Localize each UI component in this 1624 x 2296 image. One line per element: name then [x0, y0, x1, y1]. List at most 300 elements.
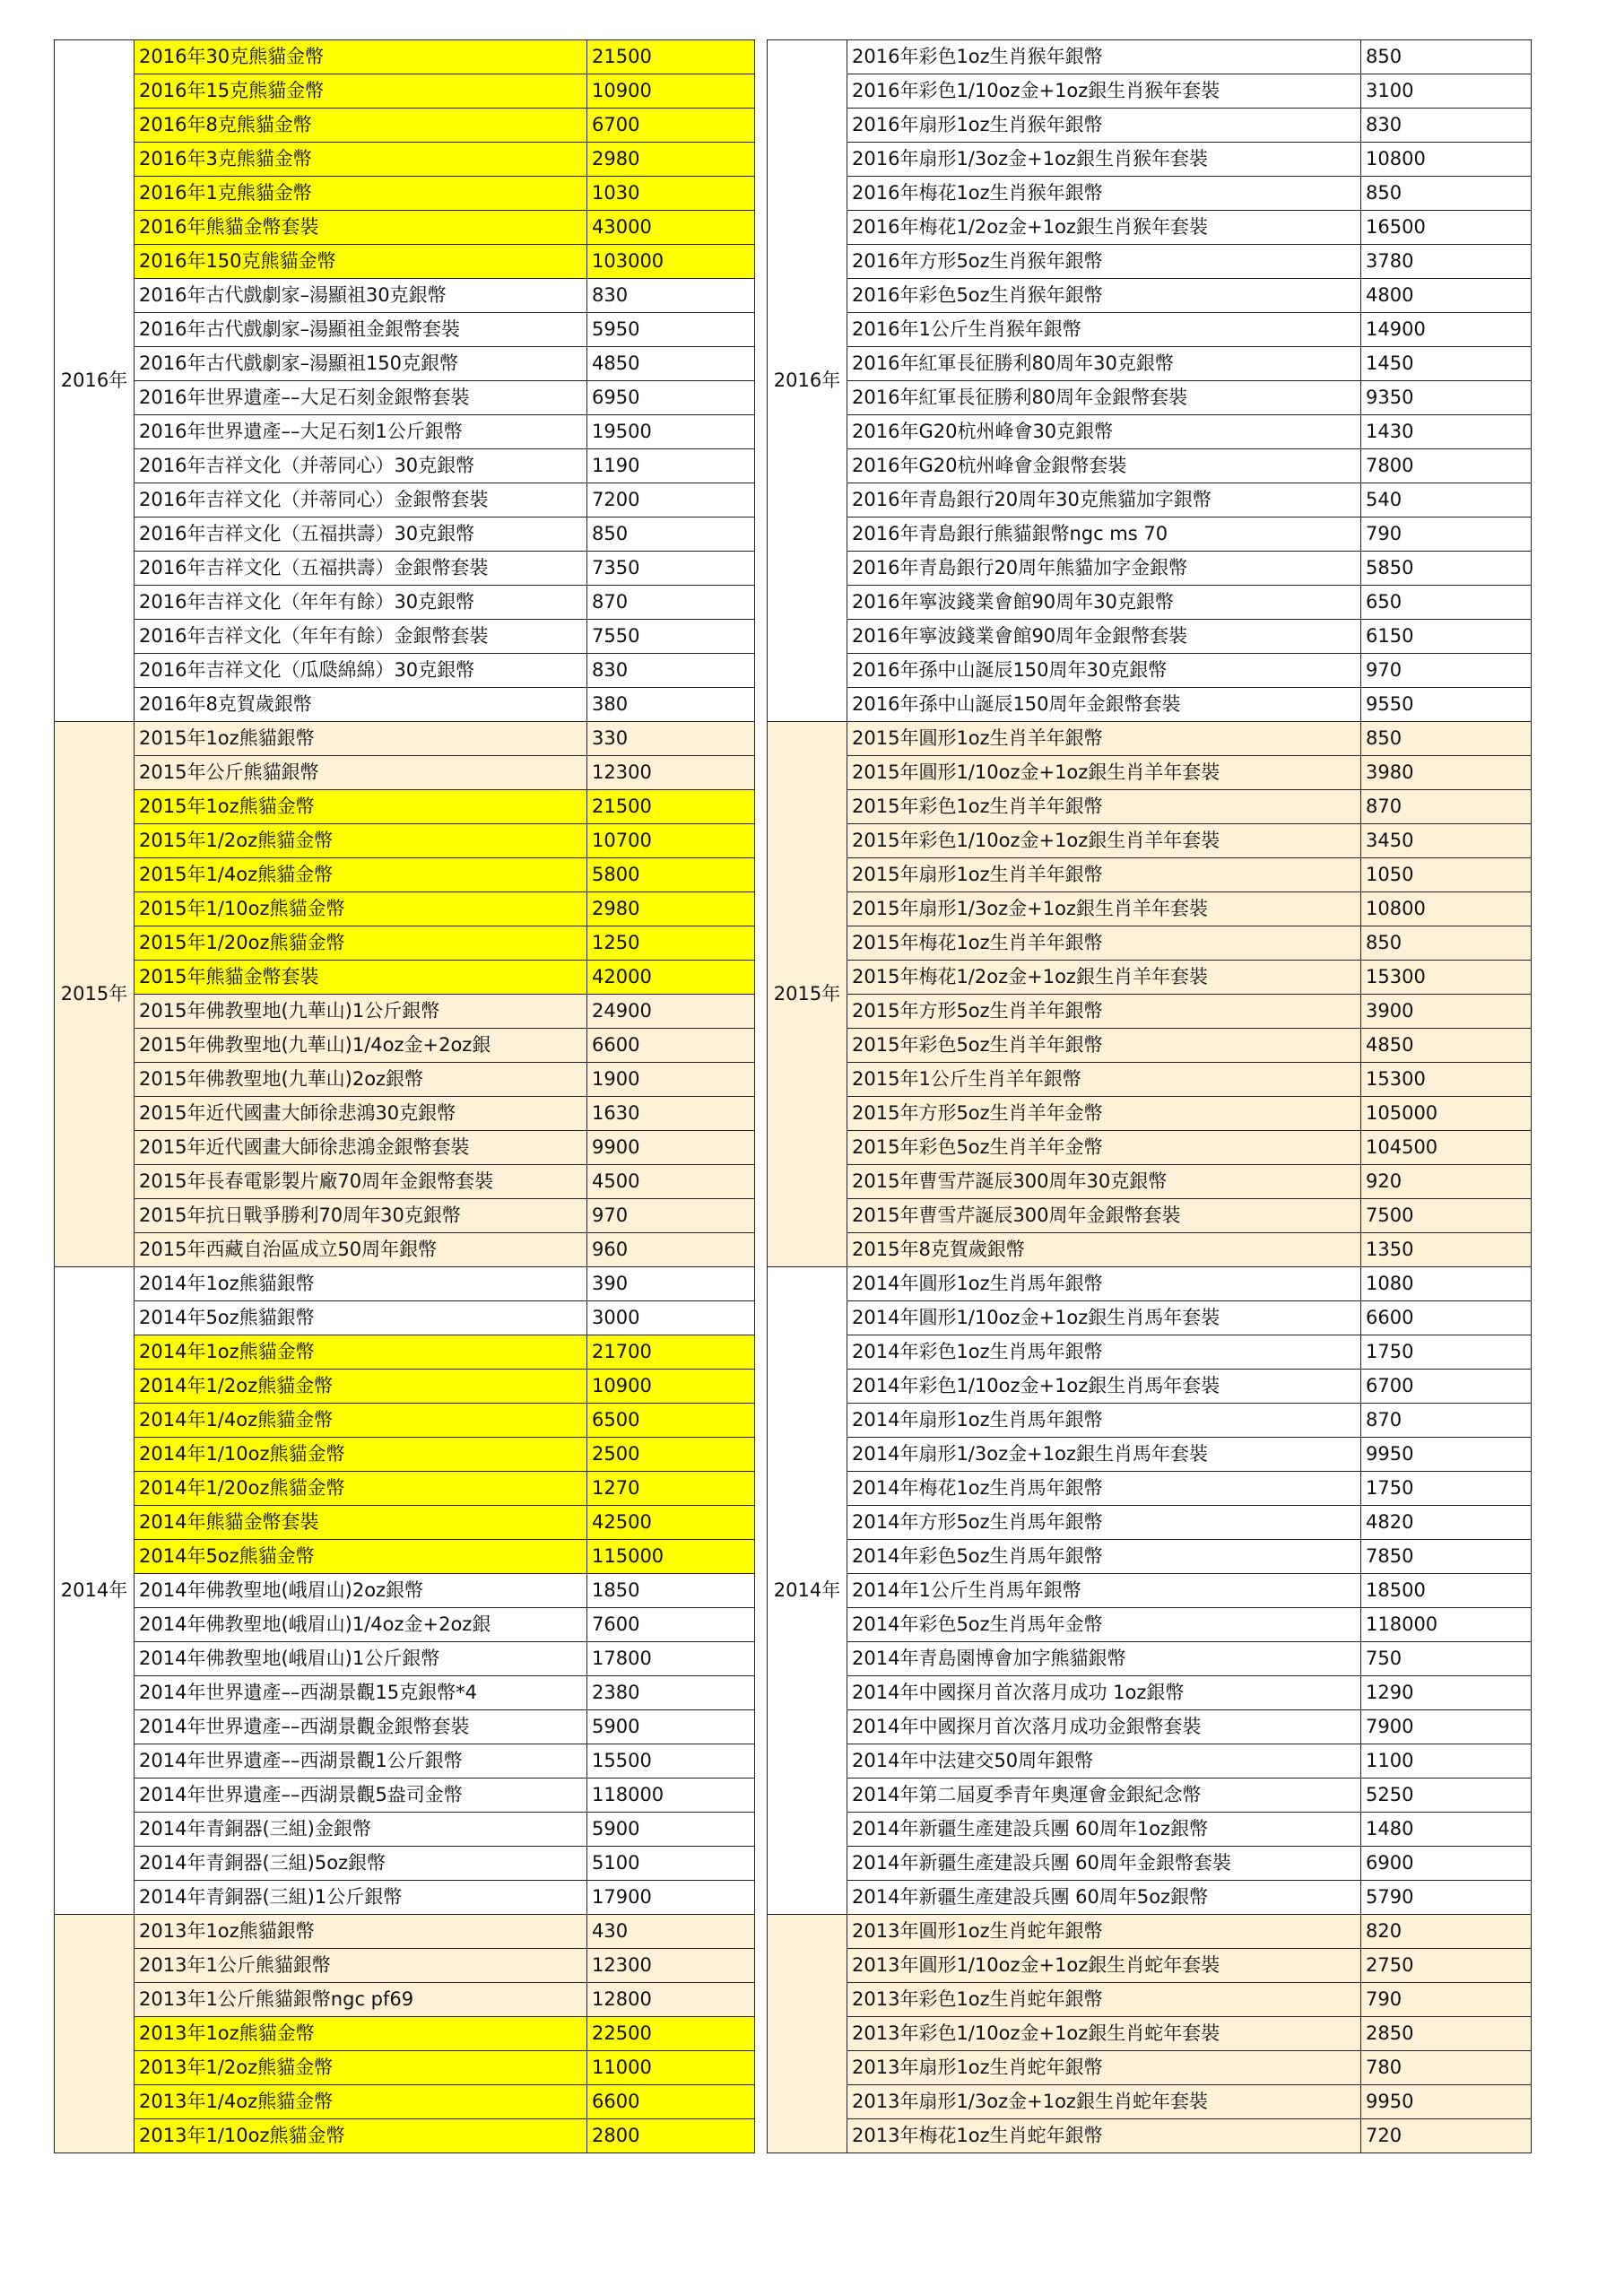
- coin-name-cell: 2016年吉祥文化（瓜瓞綿綿）30克銀幣: [135, 654, 587, 688]
- price-cell: 820: [1361, 1915, 1532, 1949]
- coin-name-cell: 2016年青島銀行20周年熊貓加字金銀幣: [847, 552, 1361, 586]
- year-cell: 2016年: [55, 40, 135, 722]
- table-row: [768, 1404, 1532, 1438]
- right-table: [767, 39, 1532, 2153]
- price-cell: 22500: [587, 2017, 755, 2051]
- table-row: [768, 313, 1532, 347]
- table-row: [768, 211, 1532, 245]
- price-cell: 3780: [1361, 245, 1532, 279]
- table-row: [55, 1404, 755, 1438]
- table-row: [55, 1813, 755, 1847]
- price-cell: 9350: [1361, 381, 1532, 415]
- price-cell: 12300: [587, 1949, 755, 1983]
- table-row: [55, 1744, 755, 1779]
- table-row: [55, 1438, 755, 1472]
- year-cell: 2016年: [768, 40, 847, 722]
- table-row: [55, 995, 755, 1029]
- price-cell: 850: [587, 517, 755, 552]
- price-cell: 1480: [1361, 1813, 1532, 1847]
- coin-name-cell: 2015年方形5oz生肖羊年金幣: [847, 1097, 1361, 1131]
- table-row: [55, 245, 755, 279]
- price-cell: 5790: [1361, 1881, 1532, 1915]
- coin-name-cell: 2013年梅花1oz生肖蛇年銀幣: [847, 2119, 1361, 2153]
- table-row: [768, 381, 1532, 415]
- coin-name-cell: 2014年1/10oz熊貓金幣: [135, 1438, 587, 1472]
- coin-name-cell: 2015年1oz熊貓銀幣: [135, 722, 587, 756]
- right-price-table: [767, 39, 1532, 2153]
- coin-name-cell: 2015年8克賀歲銀幣: [847, 1233, 1361, 1267]
- table-row: [768, 1370, 1532, 1404]
- coin-name-cell: 2016年方形5oz生肖猴年銀幣: [847, 245, 1361, 279]
- price-cell: 15300: [1361, 1063, 1532, 1097]
- table-row: [55, 1267, 755, 1301]
- table-row: [768, 74, 1532, 109]
- coin-name-cell: 2016年彩色5oz生肖猴年銀幣: [847, 279, 1361, 313]
- table-row: [55, 1370, 755, 1404]
- table-row: [55, 1063, 755, 1097]
- coin-name-cell: 2014年5oz熊貓金幣: [135, 1540, 587, 1574]
- price-cell: 19500: [587, 415, 755, 449]
- table-row: [55, 1233, 755, 1267]
- table-row: [768, 1301, 1532, 1335]
- table-row: [768, 1540, 1532, 1574]
- coin-name-cell: 2014年青銅器(三組)金銀幣: [135, 1813, 587, 1847]
- price-cell: 9900: [587, 1131, 755, 1165]
- table-row: [768, 961, 1532, 995]
- price-cell: 7900: [1361, 1710, 1532, 1744]
- table-row: [768, 1983, 1532, 2017]
- price-cell: 11000: [587, 2051, 755, 2085]
- table-row: [768, 552, 1532, 586]
- coin-name-cell: 2016年1公斤生肖猴年銀幣: [847, 313, 1361, 347]
- coin-name-cell: 2015年1公斤生肖羊年銀幣: [847, 1063, 1361, 1097]
- table-row: [55, 586, 755, 620]
- year-cell: 2014年: [768, 1267, 847, 1915]
- coin-name-cell: 2016年紅軍長征勝利80周年金銀幣套裝: [847, 381, 1361, 415]
- coin-name-cell: 2014年中法建交50周年銀幣: [847, 1744, 1361, 1779]
- table-row: [55, 2017, 755, 2051]
- coin-name-cell: 2013年彩色1/10oz金+1oz銀生肖蛇年套裝: [847, 2017, 1361, 2051]
- coin-name-cell: 2013年圓形1/10oz金+1oz銀生肖蛇年套裝: [847, 1949, 1361, 1983]
- price-cell: 2500: [587, 1438, 755, 1472]
- price-cell: 43000: [587, 211, 755, 245]
- price-cell: 1630: [587, 1097, 755, 1131]
- price-cell: 870: [587, 586, 755, 620]
- table-row: [55, 40, 755, 74]
- price-cell: 1030: [587, 177, 755, 211]
- coin-name-cell: 2014年青島園博會加字熊貓銀幣: [847, 1642, 1361, 1676]
- coin-name-cell: 2015年公斤熊貓銀幣: [135, 756, 587, 790]
- table-row: [55, 143, 755, 177]
- coin-name-cell: 2014年圓形1/10oz金+1oz銀生肖馬年套裝: [847, 1301, 1361, 1335]
- table-row: [55, 961, 755, 995]
- coin-name-cell: 2016年8克熊貓金幣: [135, 109, 587, 143]
- price-cell: 3000: [587, 1301, 755, 1335]
- coin-name-cell: 2016年30克熊貓金幣: [135, 40, 587, 74]
- coin-name-cell: 2015年1/10oz熊貓金幣: [135, 892, 587, 926]
- table-row: [55, 1949, 755, 1983]
- price-cell: 3100: [1361, 74, 1532, 109]
- price-cell: 430: [587, 1915, 755, 1949]
- price-cell: 1450: [1361, 347, 1532, 381]
- table-row: [768, 347, 1532, 381]
- coin-name-cell: 2014年新疆生產建設兵團 60周年5oz銀幣: [847, 1881, 1361, 1915]
- table-row: [55, 1506, 755, 1540]
- price-cell: 17800: [587, 1642, 755, 1676]
- coin-name-cell: 2016年世界遺產––大足石刻金銀幣套裝: [135, 381, 587, 415]
- coin-name-cell: 2014年5oz熊貓銀幣: [135, 1301, 587, 1335]
- table-row: [768, 40, 1532, 74]
- table-row: [55, 1540, 755, 1574]
- coin-name-cell: 2015年1/2oz熊貓金幣: [135, 824, 587, 858]
- table-row: [768, 1779, 1532, 1813]
- coin-name-cell: 2013年1/10oz熊貓金幣: [135, 2119, 587, 2153]
- table-row: [768, 1097, 1532, 1131]
- coin-name-cell: 2014年扇形1/3oz金+1oz銀生肖馬年套裝: [847, 1438, 1361, 1472]
- coin-name-cell: 2014年彩色1oz生肖馬年銀幣: [847, 1335, 1361, 1370]
- price-cell: 118000: [587, 1779, 755, 1813]
- price-cell: 1050: [1361, 858, 1532, 892]
- table-row: [55, 1608, 755, 1642]
- table-row: [768, 1744, 1532, 1779]
- coin-name-cell: 2016年15克熊貓金幣: [135, 74, 587, 109]
- coin-name-cell: 2014年圓形1oz生肖馬年銀幣: [847, 1267, 1361, 1301]
- price-cell: 9950: [1361, 1438, 1532, 1472]
- table-row: [55, 1131, 755, 1165]
- price-cell: 5850: [1361, 552, 1532, 586]
- table-row: [768, 1165, 1532, 1199]
- price-cell: 7500: [1361, 1199, 1532, 1233]
- coin-name-cell: 2014年1oz熊貓金幣: [135, 1335, 587, 1370]
- price-cell: 540: [1361, 483, 1532, 517]
- coin-name-cell: 2016年孫中山誕辰150周年金銀幣套裝: [847, 688, 1361, 722]
- table-row: [55, 279, 755, 313]
- price-cell: 4850: [587, 347, 755, 381]
- table-row: [768, 1131, 1532, 1165]
- table-row: [768, 722, 1532, 756]
- table-row: [768, 892, 1532, 926]
- table-row: [55, 1642, 755, 1676]
- year-cell: 2014年: [55, 1267, 135, 1915]
- price-cell: 14900: [1361, 313, 1532, 347]
- coin-name-cell: 2015年彩色5oz生肖羊年銀幣: [847, 1029, 1361, 1063]
- table-row: [768, 654, 1532, 688]
- coin-name-cell: 2013年1oz熊貓金幣: [135, 2017, 587, 2051]
- price-cell: 7800: [1361, 449, 1532, 483]
- coin-name-cell: 2015年佛教聖地(九華山)1公斤銀幣: [135, 995, 587, 1029]
- price-cell: 24900: [587, 995, 755, 1029]
- price-cell: 21700: [587, 1335, 755, 1370]
- price-cell: 6900: [1361, 1847, 1532, 1881]
- price-cell: 380: [587, 688, 755, 722]
- table-row: [768, 279, 1532, 313]
- coin-name-cell: 2015年近代國畫大師徐悲鴻30克銀幣: [135, 1097, 587, 1131]
- price-cell: 6700: [1361, 1370, 1532, 1404]
- table-row: [768, 1199, 1532, 1233]
- coin-name-cell: 2015年梅花1oz生肖羊年銀幣: [847, 926, 1361, 961]
- table-row: [55, 722, 755, 756]
- coin-name-cell: 2015年1oz熊貓金幣: [135, 790, 587, 824]
- table-row: [55, 74, 755, 109]
- price-cell: 1850: [587, 1574, 755, 1608]
- price-cell: 2980: [587, 892, 755, 926]
- coin-name-cell: 2016年孫中山誕辰150周年30克銀幣: [847, 654, 1361, 688]
- left-table: [54, 39, 755, 2153]
- coin-name-cell: 2014年世界遺產––西湖景觀1公斤銀幣: [135, 1744, 587, 1779]
- coin-name-cell: 2013年1/4oz熊貓金幣: [135, 2085, 587, 2119]
- price-cell: 2750: [1361, 1949, 1532, 1983]
- price-cell: 103000: [587, 245, 755, 279]
- price-cell: 9550: [1361, 688, 1532, 722]
- table-row: [55, 1472, 755, 1506]
- price-cell: 790: [1361, 517, 1532, 552]
- table-row: [768, 2119, 1532, 2153]
- table-row: [55, 552, 755, 586]
- coin-name-cell: 2015年梅花1/2oz金+1oz銀生肖羊年套裝: [847, 961, 1361, 995]
- price-cell: 1900: [587, 1063, 755, 1097]
- price-cell: 115000: [587, 1540, 755, 1574]
- coin-name-cell: 2015年熊貓金幣套裝: [135, 961, 587, 995]
- coin-name-cell: 2015年長春電影製片廠70周年金銀幣套裝: [135, 1165, 587, 1199]
- table-row: [768, 1608, 1532, 1642]
- price-cell: 970: [587, 1199, 755, 1233]
- table-row: [55, 1915, 755, 1949]
- price-cell: 5100: [587, 1847, 755, 1881]
- coin-name-cell: 2016年寧波錢業會館90周年金銀幣套裝: [847, 620, 1361, 654]
- coin-name-cell: 2015年佛教聖地(九華山)1/4oz金+2oz銀: [135, 1029, 587, 1063]
- table-row: [55, 1165, 755, 1199]
- coin-name-cell: 2014年新疆生產建設兵團 60周年金銀幣套裝: [847, 1847, 1361, 1881]
- table-row: [768, 1642, 1532, 1676]
- table-row: [768, 1063, 1532, 1097]
- coin-name-cell: 2014年彩色5oz生肖馬年銀幣: [847, 1540, 1361, 1574]
- price-cell: 10700: [587, 824, 755, 858]
- coin-name-cell: 2014年1/20oz熊貓金幣: [135, 1472, 587, 1506]
- price-cell: 1750: [1361, 1472, 1532, 1506]
- table-row: [55, 1881, 755, 1915]
- coin-name-cell: 2016年古代戲劇家–湯顯祖150克銀幣: [135, 347, 587, 381]
- table-row: [55, 926, 755, 961]
- table-row: [55, 1199, 755, 1233]
- coin-name-cell: 2015年扇形1/3oz金+1oz銀生肖羊年套裝: [847, 892, 1361, 926]
- year-cell: [55, 1915, 135, 2153]
- price-cell: 7350: [587, 552, 755, 586]
- price-cell: 2850: [1361, 2017, 1532, 2051]
- coin-name-cell: 2016年G20杭州峰會金銀幣套裝: [847, 449, 1361, 483]
- price-cell: 10800: [1361, 892, 1532, 926]
- table-row: [55, 1335, 755, 1370]
- table-row: [768, 109, 1532, 143]
- table-row: [55, 1676, 755, 1710]
- coin-name-cell: 2016年彩色1/10oz金+1oz銀生肖猴年套裝: [847, 74, 1361, 109]
- coin-name-cell: 2015年佛教聖地(九華山)2oz銀幣: [135, 1063, 587, 1097]
- price-cell: 6700: [587, 109, 755, 143]
- table-row: [55, 688, 755, 722]
- year-cell: [768, 1915, 847, 2153]
- coin-name-cell: 2013年1公斤熊貓銀幣: [135, 1949, 587, 1983]
- coin-name-cell: 2014年佛教聖地(峨眉山)1/4oz金+2oz銀: [135, 1608, 587, 1642]
- table-row: [55, 2119, 755, 2153]
- table-row: [55, 381, 755, 415]
- coin-name-cell: 2016年吉祥文化（年年有餘）30克銀幣: [135, 586, 587, 620]
- table-row: [768, 1676, 1532, 1710]
- coin-name-cell: 2014年熊貓金幣套裝: [135, 1506, 587, 1540]
- coin-name-cell: 2016年吉祥文化（并蒂同心）30克銀幣: [135, 449, 587, 483]
- table-row: [55, 313, 755, 347]
- table-row: [768, 415, 1532, 449]
- table-row: [768, 2017, 1532, 2051]
- price-cell: 830: [587, 654, 755, 688]
- table-row: [55, 2085, 755, 2119]
- table-row: [768, 858, 1532, 892]
- table-row: [768, 1881, 1532, 1915]
- table-row: [768, 1472, 1532, 1506]
- price-cell: 330: [587, 722, 755, 756]
- table-row: [55, 449, 755, 483]
- coin-name-cell: 2016年吉祥文化（年年有餘）金銀幣套裝: [135, 620, 587, 654]
- coin-name-cell: 2013年扇形1oz生肖蛇年銀幣: [847, 2051, 1361, 2085]
- table-row: [55, 756, 755, 790]
- price-cell: 850: [1361, 177, 1532, 211]
- coin-name-cell: 2015年抗日戰爭勝利70周年30克銀幣: [135, 1199, 587, 1233]
- coin-name-cell: 2014年梅花1oz生肖馬年銀幣: [847, 1472, 1361, 1506]
- price-cell: 7600: [587, 1608, 755, 1642]
- coin-name-cell: 2014年彩色1/10oz金+1oz銀生肖馬年套裝: [847, 1370, 1361, 1404]
- coin-name-cell: 2015年彩色1/10oz金+1oz銀生肖羊年套裝: [847, 824, 1361, 858]
- coin-name-cell: 2013年1oz熊貓銀幣: [135, 1915, 587, 1949]
- table-row: [768, 824, 1532, 858]
- price-cell: 1270: [587, 1472, 755, 1506]
- price-cell: 3980: [1361, 756, 1532, 790]
- table-row: [768, 1847, 1532, 1881]
- coin-name-cell: 2014年中國探月首次落月成功金銀幣套裝: [847, 1710, 1361, 1744]
- table-row: [768, 1915, 1532, 1949]
- year-cell: 2015年: [768, 722, 847, 1267]
- coin-name-cell: 2014年世界遺產––西湖景觀金銀幣套裝: [135, 1710, 587, 1744]
- price-cell: 6600: [587, 2085, 755, 2119]
- price-cell: 18500: [1361, 1574, 1532, 1608]
- price-cell: 42500: [587, 1506, 755, 1540]
- price-cell: 12300: [587, 756, 755, 790]
- coin-name-cell: 2014年1公斤生肖馬年銀幣: [847, 1574, 1361, 1608]
- coin-name-cell: 2016年紅軍長征勝利80周年30克銀幣: [847, 347, 1361, 381]
- price-cell: 5800: [587, 858, 755, 892]
- coin-name-cell: 2015年彩色1oz生肖羊年銀幣: [847, 790, 1361, 824]
- price-cell: 5950: [587, 313, 755, 347]
- price-cell: 5900: [587, 1710, 755, 1744]
- coin-name-cell: 2016年青島銀行20周年30克熊貓加字銀幣: [847, 483, 1361, 517]
- table-row: [55, 1029, 755, 1063]
- price-cell: 850: [1361, 40, 1532, 74]
- price-cell: 960: [587, 1233, 755, 1267]
- table-row: [55, 1097, 755, 1131]
- price-cell: 7850: [1361, 1540, 1532, 1574]
- price-cell: 3450: [1361, 824, 1532, 858]
- table-row: [55, 517, 755, 552]
- table-row: [768, 1813, 1532, 1847]
- coin-name-cell: 2016年梅花1oz生肖猴年銀幣: [847, 177, 1361, 211]
- price-cell: 650: [1361, 586, 1532, 620]
- price-cell: 21500: [587, 790, 755, 824]
- table-row: [55, 790, 755, 824]
- price-cell: 6600: [1361, 1301, 1532, 1335]
- price-cell: 7200: [587, 483, 755, 517]
- table-row: [55, 858, 755, 892]
- coin-name-cell: 2016年8克賀歲銀幣: [135, 688, 587, 722]
- coin-name-cell: 2013年1/2oz熊貓金幣: [135, 2051, 587, 2085]
- table-row: [55, 2051, 755, 2085]
- coin-name-cell: 2014年新疆生產建設兵團 60周年1oz銀幣: [847, 1813, 1361, 1847]
- table-row: [55, 1779, 755, 1813]
- price-cell: 1350: [1361, 1233, 1532, 1267]
- price-cell: 5900: [587, 1813, 755, 1847]
- table-row: [55, 620, 755, 654]
- coin-name-cell: 2016年古代戲劇家–湯顯祖金銀幣套裝: [135, 313, 587, 347]
- price-cell: 790: [1361, 1983, 1532, 2017]
- coin-name-cell: 2016年吉祥文化（五福拱壽）金銀幣套裝: [135, 552, 587, 586]
- price-cell: 850: [1361, 926, 1532, 961]
- price-cell: 920: [1361, 1165, 1532, 1199]
- coin-name-cell: 2015年1/4oz熊貓金幣: [135, 858, 587, 892]
- coin-name-cell: 2014年1/2oz熊貓金幣: [135, 1370, 587, 1404]
- price-cell: 42000: [587, 961, 755, 995]
- table-row: [55, 211, 755, 245]
- coin-name-cell: 2015年曹雪芹誕辰300周年金銀幣套裝: [847, 1199, 1361, 1233]
- price-cell: 118000: [1361, 1608, 1532, 1642]
- price-cell: 780: [1361, 2051, 1532, 2085]
- price-cell: 970: [1361, 654, 1532, 688]
- coin-name-cell: 2016年扇形1oz生肖猴年銀幣: [847, 109, 1361, 143]
- table-row: [768, 1949, 1532, 1983]
- coin-name-cell: 2016年G20杭州峰會30克銀幣: [847, 415, 1361, 449]
- left-price-table: [54, 39, 755, 2153]
- price-cell: 1290: [1361, 1676, 1532, 1710]
- price-cell: 4850: [1361, 1029, 1532, 1063]
- table-row: [768, 620, 1532, 654]
- price-cell: 16500: [1361, 211, 1532, 245]
- price-cell: 105000: [1361, 1097, 1532, 1131]
- table-row: [55, 483, 755, 517]
- coin-name-cell: 2014年佛教聖地(峨眉山)2oz銀幣: [135, 1574, 587, 1608]
- table-row: [768, 449, 1532, 483]
- table-row: [55, 824, 755, 858]
- price-cell: 12800: [587, 1983, 755, 2017]
- coin-name-cell: 2013年1公斤熊貓銀幣ngc pf69: [135, 1983, 587, 2017]
- table-row: [768, 1233, 1532, 1267]
- coin-name-cell: 2014年中國探月首次落月成功 1oz銀幣: [847, 1676, 1361, 1710]
- coin-name-cell: 2015年彩色5oz生肖羊年金幣: [847, 1131, 1361, 1165]
- price-cell: 3900: [1361, 995, 1532, 1029]
- coin-name-cell: 2016年青島銀行熊貓銀幣ngc ms 70: [847, 517, 1361, 552]
- table-row: [55, 177, 755, 211]
- price-cell: 1250: [587, 926, 755, 961]
- coin-name-cell: 2016年熊貓金幣套裝: [135, 211, 587, 245]
- table-row: [768, 995, 1532, 1029]
- table-row: [55, 892, 755, 926]
- coin-name-cell: 2016年3克熊貓金幣: [135, 143, 587, 177]
- price-cell: 4820: [1361, 1506, 1532, 1540]
- coin-name-cell: 2014年青銅器(三組)5oz銀幣: [135, 1847, 587, 1881]
- coin-name-cell: 2014年第二屆夏季青年奧運會金銀紀念幣: [847, 1779, 1361, 1813]
- table-row: [768, 517, 1532, 552]
- coin-name-cell: 2014年1/4oz熊貓金幣: [135, 1404, 587, 1438]
- price-cell: 830: [1361, 109, 1532, 143]
- table-row: [55, 1301, 755, 1335]
- table-row: [768, 245, 1532, 279]
- price-cell: 10800: [1361, 143, 1532, 177]
- price-cell: 6950: [587, 381, 755, 415]
- price-cell: 870: [1361, 1404, 1532, 1438]
